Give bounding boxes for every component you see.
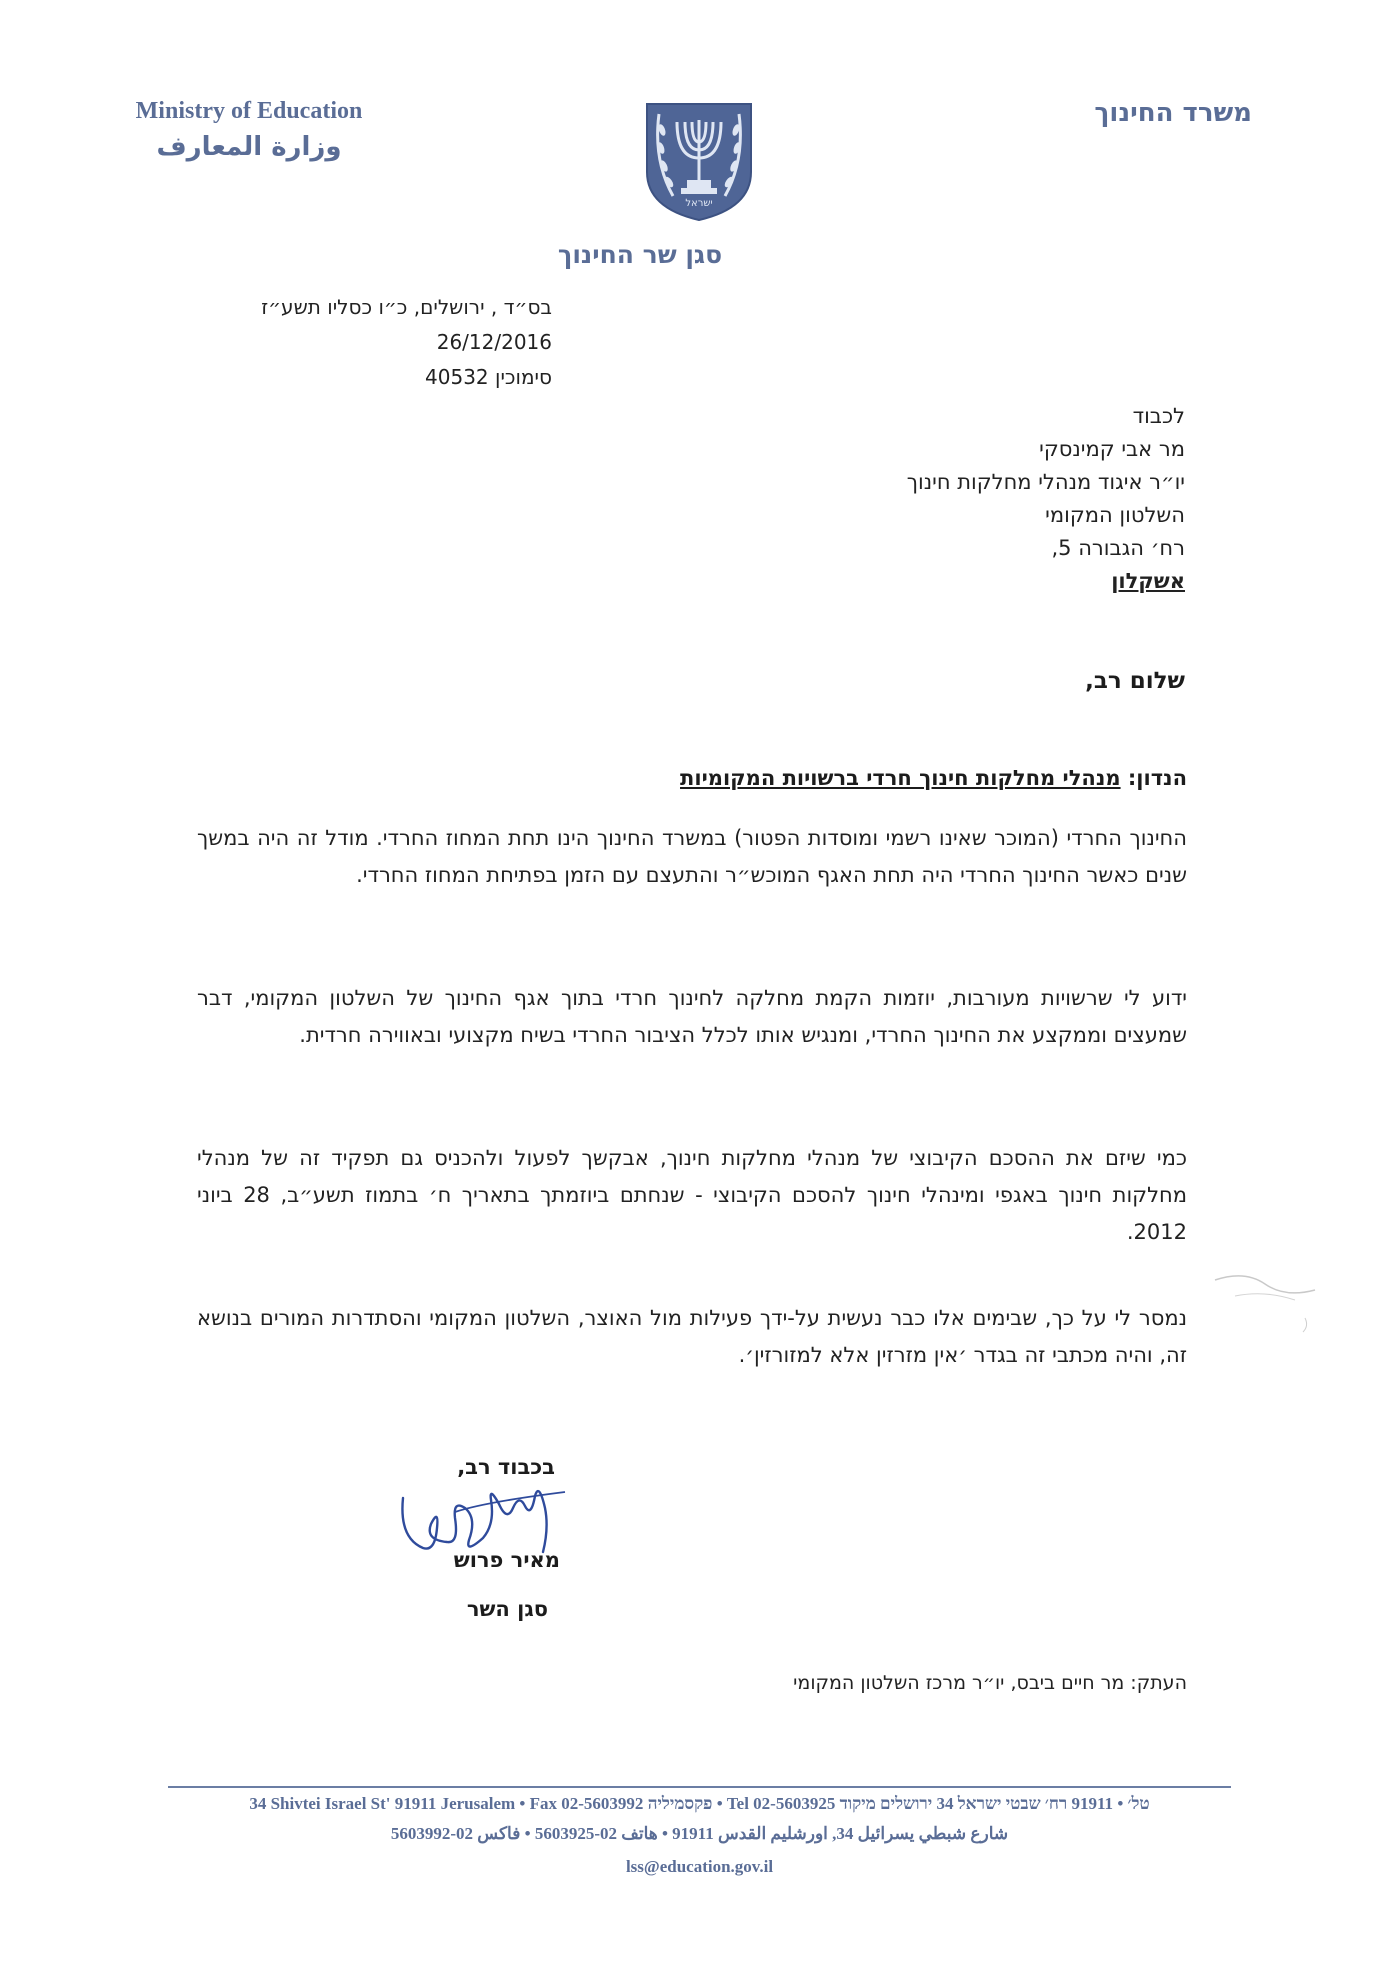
reference-number: סימוכין 40532 (425, 365, 552, 389)
ministry-name-ar: وزارة المعارف (156, 132, 342, 162)
recipient-org: השלטון המקומי (1045, 503, 1185, 527)
scan-mark (1205, 1260, 1325, 1340)
body-paragraph-2: ידוע לי שרשויות מעורבות, יוזמות הקמת מחלקה לחינוך חרדי בתוך אגף החינוך של השלטון המקומי, דבר שמעצים וממקצע את החינוך החרדי, ומנגיש אותו לכלל הציבור החרדי בשיח מקצועי ובאווירה חרדית. (197, 986, 1187, 1047)
recipient-name: מר אבי קמינסקי (1039, 437, 1185, 461)
hebrew-date-line: בס״ד , ירושלים, כ״ו כסליו תשע״ז (261, 295, 552, 319)
signatory-name: מאיר פרוש (453, 1548, 560, 1572)
letter-meta (132, 290, 552, 395)
deputy-minister-title: סגן שר החינוך (557, 240, 723, 269)
subject-label: הנדון: (1127, 766, 1187, 790)
menorah-emblem-icon (643, 100, 755, 222)
recipient-salutation: לכבוד (1132, 404, 1185, 428)
greeting: שלום רב, (1085, 668, 1185, 694)
body-paragraph-4: נמסר לי על כך, שבימים אלו כבר נעשית על-ידך פעילות מול האוצר, השלטון המקומי והסתדרות המורים בנושא זה, והיה מכתבי זה בגדר ׳אין מזרזין אלא למזורזין׳. (197, 1306, 1187, 1367)
recipient-city: אשקלון (1111, 569, 1185, 593)
recipient-street: רח׳ הגבורה 5, (1051, 536, 1185, 560)
ministry-name-en: Ministry of Education (135, 98, 363, 124)
body-paragraph-3: כמי שיזם את ההסכם הקיבוצי של מנהלי מחלקות חינוך, אבקשך לפעול ולהכניס גם תפקיד זה של מנהלי מחלקות חינוך באגפי ומינהלי חינוך להסכם הקיבוצי - שנחתם ביוזמתך בתאריך ח׳ בתמוז תשע״ב, 28 ביוני 2012. (197, 1146, 1187, 1244)
footer-address-line: 34 Shivtei Israel St' 91911 Jerusalem • Fax 02-5603992 פקסמיליה • Tel 02-5603925 טל׳ • 91911 רח׳ שבטי ישראל 34 ירושלים מיקוד (249, 1794, 1150, 1813)
footer-divider (168, 1786, 1231, 1788)
signatory-role: סגן השר (466, 1597, 548, 1621)
recipient-block (665, 400, 1185, 598)
footer-arabic-address: شارع شبطي يسرائيل 34, اورشليم القدس 91911 • هاتف 02-5603925 • فاكس 02-5603992 (390, 1824, 1009, 1843)
recipient-title: יו״ר איגוד מנהלי מחלקות חינוך (906, 470, 1185, 494)
footer-email: lss@education.gov.il (625, 1857, 774, 1876)
gregorian-date: 26/12/2016 (436, 330, 552, 354)
emblem-caption: ישראל (685, 198, 713, 209)
cc-line: העתק: מר חיים ביבס, יו״ר מרכז השלטון המקומי (793, 1672, 1187, 1694)
ministry-name-he: משרד החינוך (1094, 98, 1252, 128)
subject-line (387, 766, 1187, 790)
body-paragraph-1: החינוך החרדי (המוכר שאינו רשמי ומוסדות הפטור) במשרד החינוך הינו תחת המחוז החרדי. מודל זה היה במשך שנים כאשר החינוך החרדי היה תחת האגף המוכש״ר והתעצם עם הזמן בפתיחת המחוז החרדי. (197, 826, 1187, 887)
subject-text: מנהלי מחלקות חינוך חרדי ברשויות המקומיות (680, 766, 1121, 790)
closing-regards: בכבוד רב, (457, 1455, 555, 1479)
